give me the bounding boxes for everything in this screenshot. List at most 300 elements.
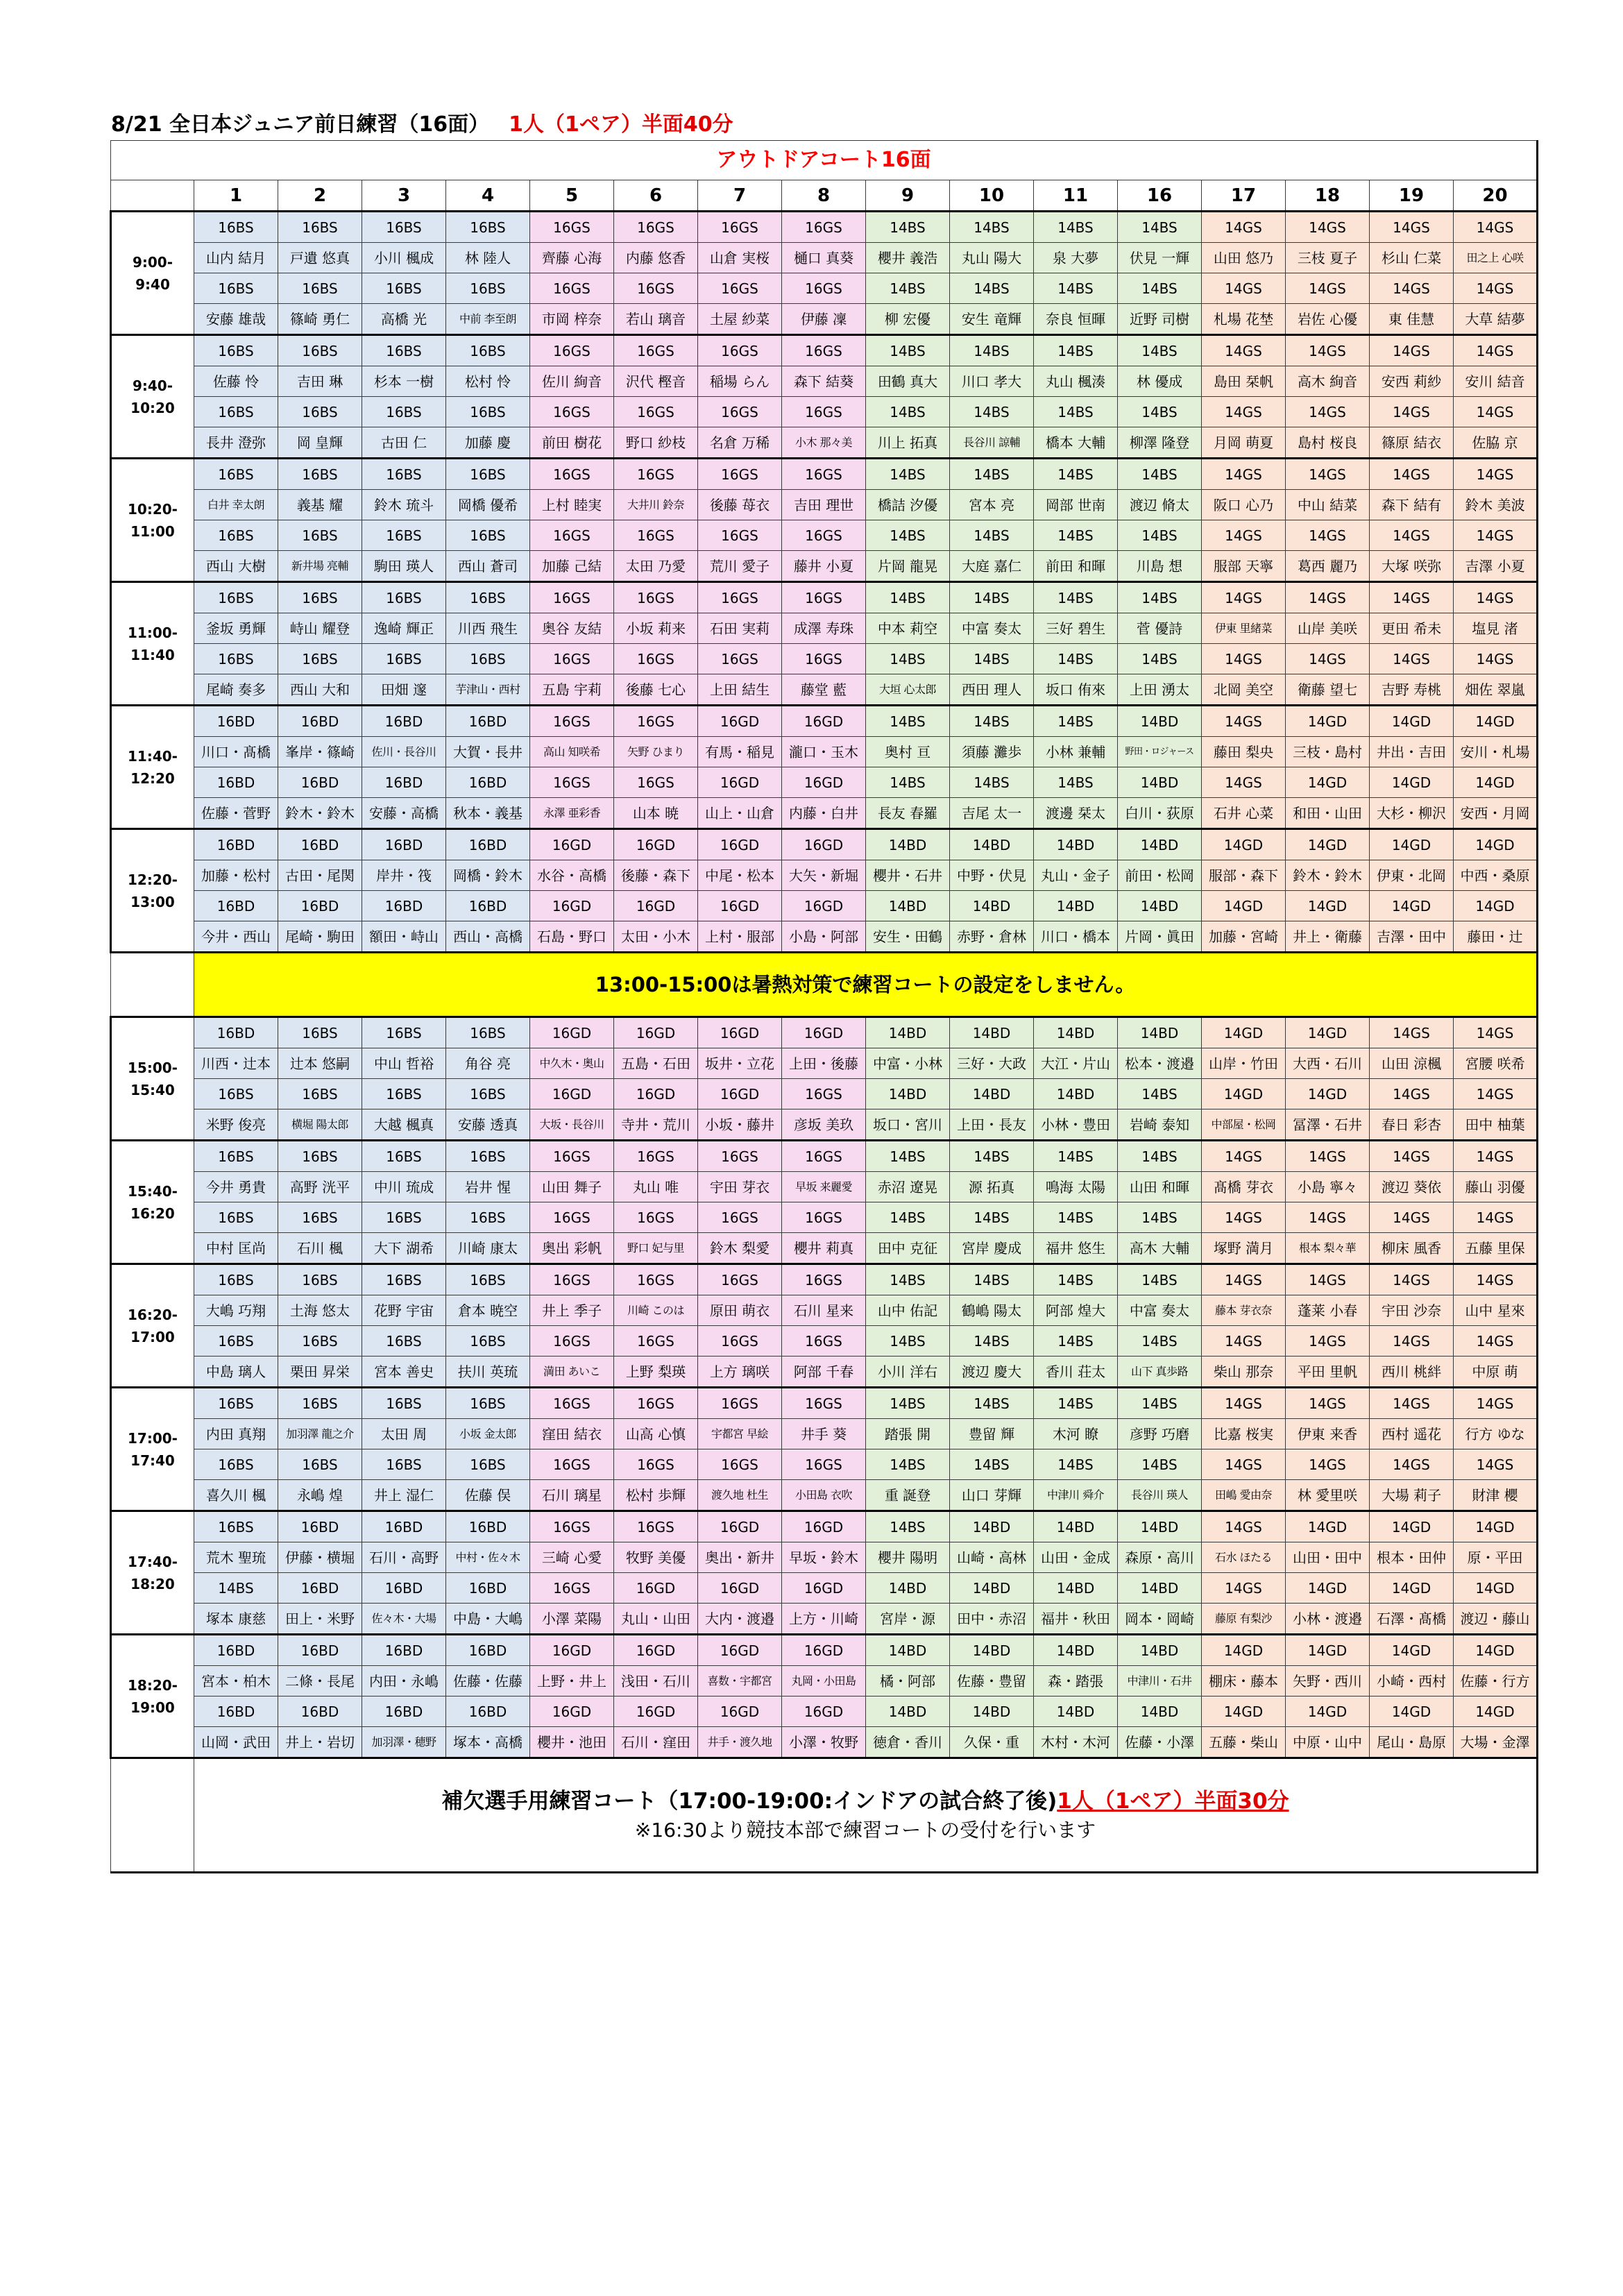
- category-cell: 16BS: [446, 520, 530, 551]
- player-cell: 大庭 嘉仁: [950, 551, 1034, 582]
- category-cell: 14BS: [1118, 644, 1202, 674]
- player-cell: 小崎・西村: [1370, 1666, 1454, 1697]
- player-cell: 髙橋 芽衣: [1202, 1172, 1286, 1202]
- category-cell: 14GD: [1370, 829, 1454, 860]
- player-cell: 尾崎・駒田: [278, 921, 362, 953]
- player-cell: 山本 暁: [614, 798, 698, 829]
- category-cell: 16BS: [194, 1388, 278, 1419]
- player-cell: 佐藤・行方: [1454, 1666, 1538, 1697]
- category-cell: 14BD: [866, 1697, 950, 1727]
- category-cell: 16BS: [278, 1326, 362, 1357]
- player-cell: 倉本 暁空: [446, 1295, 530, 1326]
- time-end: 17:40: [130, 1452, 175, 1469]
- category-cell: 14GD: [1454, 1511, 1538, 1542]
- category-cell: 14GS: [1370, 1388, 1454, 1419]
- category-cell: 16BS: [446, 273, 530, 304]
- category-cell: 16GS: [530, 706, 614, 737]
- category-cell: 14GD: [1286, 1573, 1370, 1604]
- category-cell: 14GS: [1202, 644, 1286, 674]
- category-cell: 14BS: [866, 1326, 950, 1357]
- player-cell: 杉本 一樹: [362, 366, 446, 397]
- player-cell: 五藤 里保: [1454, 1233, 1538, 1264]
- category-cell: 14BS: [950, 1202, 1034, 1233]
- category-cell: 14BS: [1034, 520, 1118, 551]
- category-cell: 14BS: [1034, 767, 1118, 798]
- player-cell: 中山 結菜: [1286, 490, 1370, 520]
- court-number: 3: [362, 180, 446, 212]
- category-cell: 16BD: [278, 1635, 362, 1666]
- player-cell: 山田 舞子: [530, 1172, 614, 1202]
- category-cell: 16BD: [362, 767, 446, 798]
- category-cell: 14BS: [1034, 1202, 1118, 1233]
- player-cell: 山中 佑記: [866, 1295, 950, 1326]
- category-cell: 16BS: [362, 397, 446, 427]
- category-cell: 16BD: [194, 829, 278, 860]
- player-cell: 重 誕登: [866, 1480, 950, 1511]
- player-cell: 奥村 亘: [866, 737, 950, 767]
- player-cell: 森・踏張: [1034, 1666, 1118, 1697]
- player-cell: 篠原 結衣: [1370, 427, 1454, 459]
- player-cell: 鈴木 美波: [1454, 490, 1538, 520]
- category-cell: 14GS: [1454, 644, 1538, 674]
- player-cell: 長友 春羅: [866, 798, 950, 829]
- player-cell: 渡久地 杜生: [698, 1480, 782, 1511]
- player-cell: 佐藤・菅野: [194, 798, 278, 829]
- category-cell: 16BS: [194, 212, 278, 243]
- category-cell: 14BD: [950, 1079, 1034, 1109]
- category-cell: 16GS: [782, 1388, 866, 1419]
- category-cell: 14BS: [866, 397, 950, 427]
- category-cell: 16GS: [530, 1326, 614, 1357]
- player-cell: 井上・岩切: [278, 1727, 362, 1758]
- category-cell: 16GS: [530, 273, 614, 304]
- category-cell: 14GS: [1454, 335, 1538, 366]
- player-cell: 早坂 来麗愛: [782, 1172, 866, 1202]
- category-cell: 14GS: [1454, 1017, 1538, 1048]
- schedule-row: [111, 674, 1538, 706]
- category-cell: 16GS: [782, 1079, 866, 1109]
- category-cell: 14BS: [866, 1511, 950, 1542]
- schedule-row: [111, 891, 1538, 921]
- category-cell: 14BS: [866, 1388, 950, 1419]
- schedule-row: [111, 1419, 1538, 1449]
- page-title: 8/21 全日本ジュニア前日練習（16面）: [111, 112, 490, 137]
- schedule-row: [111, 860, 1538, 891]
- player-cell: 山田・金成: [1034, 1542, 1118, 1573]
- category-cell: 14BD: [1118, 706, 1202, 737]
- category-cell: 14GS: [1286, 397, 1370, 427]
- player-cell: 安川 結音: [1454, 366, 1538, 397]
- category-cell: 16GD: [614, 1017, 698, 1048]
- court-title-row: [111, 141, 1538, 180]
- category-cell: 16BS: [446, 397, 530, 427]
- category-cell: 16BD: [278, 706, 362, 737]
- category-cell: 14BS: [950, 520, 1034, 551]
- category-cell: 14GS: [1454, 1449, 1538, 1480]
- time-start: 10:20-: [128, 500, 178, 518]
- category-cell: 14BS: [1118, 459, 1202, 490]
- schedule-row: [111, 1017, 1538, 1048]
- page-header: [111, 107, 733, 137]
- category-cell: 14GS: [1202, 1141, 1286, 1172]
- player-cell: 佐川 絢音: [530, 366, 614, 397]
- category-cell: 14GS: [1202, 335, 1286, 366]
- schedule-row: [111, 921, 1538, 953]
- player-cell: 岡本・岡崎: [1118, 1604, 1202, 1635]
- player-cell: 中島・大嶋: [446, 1604, 530, 1635]
- category-cell: 16GS: [614, 520, 698, 551]
- player-cell: 中富 奏太: [950, 613, 1034, 644]
- category-cell: 16GS: [698, 1326, 782, 1357]
- player-cell: 小澤・牧野: [782, 1727, 866, 1758]
- time-start: 11:40-: [128, 747, 178, 765]
- player-cell: 渡辺 葵依: [1370, 1172, 1454, 1202]
- category-cell: 14GS: [1370, 644, 1454, 674]
- player-cell: 岡橋 優希: [446, 490, 530, 520]
- player-cell: 三崎 心愛: [530, 1542, 614, 1573]
- category-cell: 16GD: [614, 1697, 698, 1727]
- court-number: 6: [614, 180, 698, 212]
- category-cell: 16BD: [194, 1017, 278, 1048]
- player-cell: 林 優成: [1118, 366, 1202, 397]
- category-cell: 14BS: [866, 644, 950, 674]
- category-cell: 16BS: [362, 644, 446, 674]
- player-cell: 石川・窪田: [614, 1727, 698, 1758]
- player-cell: 春日 彩杏: [1370, 1109, 1454, 1141]
- player-cell: 山口 芽輝: [950, 1480, 1034, 1511]
- category-cell: 14GS: [1370, 1449, 1454, 1480]
- time-start: 12:20-: [128, 871, 178, 888]
- category-cell: 16GD: [782, 1573, 866, 1604]
- player-cell: 西川 桃絆: [1370, 1357, 1454, 1388]
- category-cell: 16GS: [698, 1141, 782, 1172]
- category-cell: 14BD: [1034, 891, 1118, 921]
- category-cell: 16GS: [614, 1511, 698, 1542]
- schedule-row: [111, 1666, 1538, 1697]
- player-cell: 長井 澄弥: [194, 427, 278, 459]
- player-cell: 石水 ほたる: [1202, 1542, 1286, 1573]
- player-cell: 櫻井・石井: [866, 860, 950, 891]
- player-cell: 上野 梨瑛: [614, 1357, 698, 1388]
- category-cell: 16BD: [446, 767, 530, 798]
- category-cell: 16BD: [278, 1573, 362, 1604]
- player-cell: 大矢・新堀: [782, 860, 866, 891]
- category-cell: 16BS: [194, 582, 278, 613]
- category-cell: 16BS: [362, 1449, 446, 1480]
- category-cell: 16GS: [614, 397, 698, 427]
- player-cell: 牧野 美優: [614, 1542, 698, 1573]
- category-cell: 14BD: [1034, 829, 1118, 860]
- player-cell: 川上 拓真: [866, 427, 950, 459]
- player-cell: 喜数・宇都宮: [698, 1666, 782, 1697]
- category-cell: 16GS: [782, 397, 866, 427]
- time-end: 16:20: [130, 1205, 175, 1222]
- schedule-row: [111, 459, 1538, 490]
- schedule-row: [111, 212, 1538, 243]
- category-cell: 16GS: [530, 1264, 614, 1295]
- time-start: 11:00-: [128, 624, 178, 641]
- category-cell: 16GD: [614, 829, 698, 860]
- category-cell: 14BD: [866, 891, 950, 921]
- category-cell: 14BD: [866, 1017, 950, 1048]
- player-cell: 芋津山・西村: [446, 674, 530, 706]
- category-cell: 16BS: [194, 1326, 278, 1357]
- time-slot: [111, 1017, 194, 1141]
- category-cell: 14GD: [1202, 1017, 1286, 1048]
- category-cell: 16BS: [446, 1202, 530, 1233]
- player-cell: 中川 琉成: [362, 1172, 446, 1202]
- player-cell: 田嶋 愛由奈: [1202, 1480, 1286, 1511]
- player-cell: 土海 悠太: [278, 1295, 362, 1326]
- player-cell: 丸山・金子: [1034, 860, 1118, 891]
- category-cell: 16BS: [362, 1388, 446, 1419]
- time-slot: [111, 1264, 194, 1388]
- player-cell: 福井・秋田: [1034, 1604, 1118, 1635]
- player-cell: 西山 蒼司: [446, 551, 530, 582]
- category-cell: 16GS: [530, 1511, 614, 1542]
- category-cell: 16GS: [530, 1449, 614, 1480]
- category-cell: 16BS: [362, 1079, 446, 1109]
- player-cell: 辻本 悠嗣: [278, 1048, 362, 1079]
- category-cell: 16GS: [698, 1388, 782, 1419]
- player-cell: 中原・山中: [1286, 1727, 1370, 1758]
- category-cell: 16GD: [530, 1017, 614, 1048]
- category-cell: 14BS: [950, 1326, 1034, 1357]
- category-cell: 16GS: [698, 1202, 782, 1233]
- player-cell: 有馬・稲見: [698, 737, 782, 767]
- player-cell: 服部・森下: [1202, 860, 1286, 891]
- player-cell: 前田 和暉: [1034, 551, 1118, 582]
- player-cell: 森原・高川: [1118, 1542, 1202, 1573]
- player-cell: 伏見 一輝: [1118, 243, 1202, 273]
- player-cell: 渡辺 脩太: [1118, 490, 1202, 520]
- player-cell: 上村 睦実: [530, 490, 614, 520]
- player-cell: 矢野 ひまり: [614, 737, 698, 767]
- player-cell: 森下 結葵: [782, 366, 866, 397]
- player-cell: 須藤 灘歩: [950, 737, 1034, 767]
- player-cell: 櫻井 莉真: [782, 1233, 866, 1264]
- player-cell: 古田 仁: [362, 427, 446, 459]
- player-cell: 中原 萌: [1454, 1357, 1538, 1388]
- category-cell: 14GD: [1370, 1511, 1454, 1542]
- category-cell: 16GS: [614, 767, 698, 798]
- category-cell: 16BS: [194, 1202, 278, 1233]
- player-cell: 小坂・藤井: [698, 1109, 782, 1141]
- time-slot: [111, 1141, 194, 1264]
- category-cell: 14BS: [950, 459, 1034, 490]
- player-cell: 藤山 羽優: [1454, 1172, 1538, 1202]
- category-cell: 16BS: [362, 582, 446, 613]
- player-cell: 安西 莉紗: [1370, 366, 1454, 397]
- player-cell: 太田 周: [362, 1419, 446, 1449]
- category-cell: 14BS: [950, 706, 1034, 737]
- player-cell: 丸岡・小田島: [782, 1666, 866, 1697]
- time-end: 15:40: [130, 1081, 175, 1098]
- player-cell: 山田 和暉: [1118, 1172, 1202, 1202]
- category-cell: 16BD: [194, 1697, 278, 1727]
- time-end: 9:40: [135, 275, 170, 293]
- player-cell: 松村 歩輝: [614, 1480, 698, 1511]
- category-cell: 14GS: [1370, 1017, 1454, 1048]
- category-cell: 14GD: [1370, 706, 1454, 737]
- player-cell: 加藤・松村: [194, 860, 278, 891]
- player-cell: 小林・渡邉: [1286, 1604, 1370, 1635]
- player-cell: 鳴海 太陽: [1034, 1172, 1118, 1202]
- category-cell: 16GS: [614, 1326, 698, 1357]
- schedule-row: [111, 582, 1538, 613]
- category-cell: 14BS: [1118, 1449, 1202, 1480]
- player-cell: 前田 樹花: [530, 427, 614, 459]
- player-cell: 山岸・竹田: [1202, 1048, 1286, 1079]
- category-cell: 16GS: [782, 1141, 866, 1172]
- player-cell: 野口 紗枝: [614, 427, 698, 459]
- category-cell: 14BD: [1034, 1573, 1118, 1604]
- player-cell: 東 佳慧: [1370, 304, 1454, 335]
- category-cell: 16GS: [614, 644, 698, 674]
- player-cell: 佐川・長谷川: [362, 737, 446, 767]
- player-cell: 林 陸人: [446, 243, 530, 273]
- player-cell: 石澤・髙橋: [1370, 1604, 1454, 1635]
- category-cell: 14GS: [1370, 212, 1454, 243]
- category-cell: 14GS: [1202, 1264, 1286, 1295]
- player-cell: 中島 璃人: [194, 1357, 278, 1388]
- category-cell: 14BD: [1118, 1697, 1202, 1727]
- category-cell: 16BD: [446, 891, 530, 921]
- player-cell: 小澤 菜陽: [530, 1604, 614, 1635]
- category-cell: 14GS: [1454, 582, 1538, 613]
- category-cell: 16GS: [614, 273, 698, 304]
- category-cell: 16GD: [782, 706, 866, 737]
- player-cell: 福井 悠生: [1034, 1233, 1118, 1264]
- player-cell: 篠崎 勇仁: [278, 304, 362, 335]
- player-cell: 田上・米野: [278, 1604, 362, 1635]
- category-cell: 14BS: [950, 1141, 1034, 1172]
- schedule-row: [111, 1573, 1538, 1604]
- schedule-row: [111, 644, 1538, 674]
- player-cell: 内藤 悠香: [614, 243, 698, 273]
- player-cell: 岸井・筏: [362, 860, 446, 891]
- category-cell: 16BS: [278, 397, 362, 427]
- court-title: アウトドアコート16面: [111, 141, 1538, 180]
- category-cell: 14BS: [950, 335, 1034, 366]
- category-cell: 16BS: [194, 459, 278, 490]
- category-cell: 16BS: [194, 520, 278, 551]
- player-cell: 彦坂 美玖: [782, 1109, 866, 1141]
- player-cell: 塚本・高橋: [446, 1727, 530, 1758]
- player-cell: 大嶋 巧翔: [194, 1295, 278, 1326]
- category-cell: 14BS: [1034, 459, 1118, 490]
- category-cell: 14BS: [950, 273, 1034, 304]
- category-cell: 16GS: [698, 1449, 782, 1480]
- category-cell: 14BS: [1118, 1079, 1202, 1109]
- category-cell: 14BD: [1034, 1079, 1118, 1109]
- player-cell: 柴山 那奈: [1202, 1357, 1286, 1388]
- category-cell: 16BS: [278, 335, 362, 366]
- category-cell: 16GD: [782, 1511, 866, 1542]
- category-cell: 14BD: [950, 1573, 1034, 1604]
- player-cell: 太田・小木: [614, 921, 698, 953]
- player-cell: 川崎 このは: [614, 1295, 698, 1326]
- category-cell: 16GD: [698, 1079, 782, 1109]
- player-cell: 伊藤・横堀: [278, 1542, 362, 1573]
- player-cell: 川口・橋本: [1034, 921, 1118, 953]
- category-cell: 16BS: [362, 1264, 446, 1295]
- player-cell: 月岡 萌夏: [1202, 427, 1286, 459]
- schedule-row: [111, 551, 1538, 582]
- player-cell: 石田 実莉: [698, 613, 782, 644]
- category-cell: 14BD: [1118, 1635, 1202, 1666]
- category-cell: 14GS: [1454, 520, 1538, 551]
- category-cell: 16GS: [530, 397, 614, 427]
- player-cell: 成澤 寿珠: [782, 613, 866, 644]
- category-cell: 14GD: [1370, 891, 1454, 921]
- player-cell: 安生・田鶴: [866, 921, 950, 953]
- player-cell: 戸遺 悠真: [278, 243, 362, 273]
- player-cell: 宇都宮 早絵: [698, 1419, 782, 1449]
- category-cell: 14BS: [1034, 706, 1118, 737]
- player-cell: 山田 涼楓: [1370, 1048, 1454, 1079]
- category-cell: 14GS: [1202, 273, 1286, 304]
- time-end: 12:20: [130, 769, 175, 787]
- player-cell: 北岡 美空: [1202, 674, 1286, 706]
- player-cell: 佐々木・大場: [362, 1604, 446, 1635]
- player-cell: 大坂・長谷川: [530, 1109, 614, 1141]
- category-cell: 14GS: [1454, 397, 1538, 427]
- player-cell: 原田 萌衣: [698, 1295, 782, 1326]
- player-cell: 沢代 樫音: [614, 366, 698, 397]
- player-cell: 若山 璃音: [614, 304, 698, 335]
- category-cell: 16BD: [446, 1635, 530, 1666]
- player-cell: 長谷川 瑛人: [1118, 1480, 1202, 1511]
- category-cell: 14GD: [1370, 1697, 1454, 1727]
- player-cell: 櫻井・池田: [530, 1727, 614, 1758]
- player-cell: 逸崎 輝正: [362, 613, 446, 644]
- player-cell: 札場 花埜: [1202, 304, 1286, 335]
- player-cell: 藤原 有梨沙: [1202, 1604, 1286, 1635]
- player-cell: 大塚 咲弥: [1370, 551, 1454, 582]
- player-cell: 坂口 侑來: [1034, 674, 1118, 706]
- category-cell: 16BS: [362, 273, 446, 304]
- category-cell: 16BD: [194, 767, 278, 798]
- category-cell: 16GD: [530, 829, 614, 860]
- player-cell: 西村 遥花: [1370, 1419, 1454, 1449]
- category-cell: 16GD: [782, 1635, 866, 1666]
- category-cell: 14GS: [1454, 1388, 1538, 1419]
- player-cell: 大草 結夢: [1454, 304, 1538, 335]
- player-cell: 山崎・高林: [950, 1542, 1034, 1573]
- category-cell: 16GD: [782, 1697, 866, 1727]
- player-cell: 川西 飛生: [446, 613, 530, 644]
- player-cell: 安藤 透真: [446, 1109, 530, 1141]
- player-cell: 秋本・義基: [446, 798, 530, 829]
- player-cell: 宮本・柏木: [194, 1666, 278, 1697]
- category-cell: 16BS: [278, 644, 362, 674]
- player-cell: 五島・石田: [614, 1048, 698, 1079]
- player-cell: 横堀 陽太郎: [278, 1109, 362, 1141]
- category-cell: 16GS: [530, 520, 614, 551]
- category-cell: 14GS: [1370, 1141, 1454, 1172]
- player-cell: 大賀・長井: [446, 737, 530, 767]
- schedule-row: [111, 829, 1538, 860]
- player-cell: 大垣 心太郎: [866, 674, 950, 706]
- category-cell: 16GD: [614, 1635, 698, 1666]
- category-cell: 16BD: [362, 1511, 446, 1542]
- player-cell: 上田・後藤: [782, 1048, 866, 1079]
- category-cell: 14GD: [1454, 1573, 1538, 1604]
- category-cell: 14GD: [1454, 1635, 1538, 1666]
- player-cell: 中前 李至朗: [446, 304, 530, 335]
- schedule-row: [111, 243, 1538, 273]
